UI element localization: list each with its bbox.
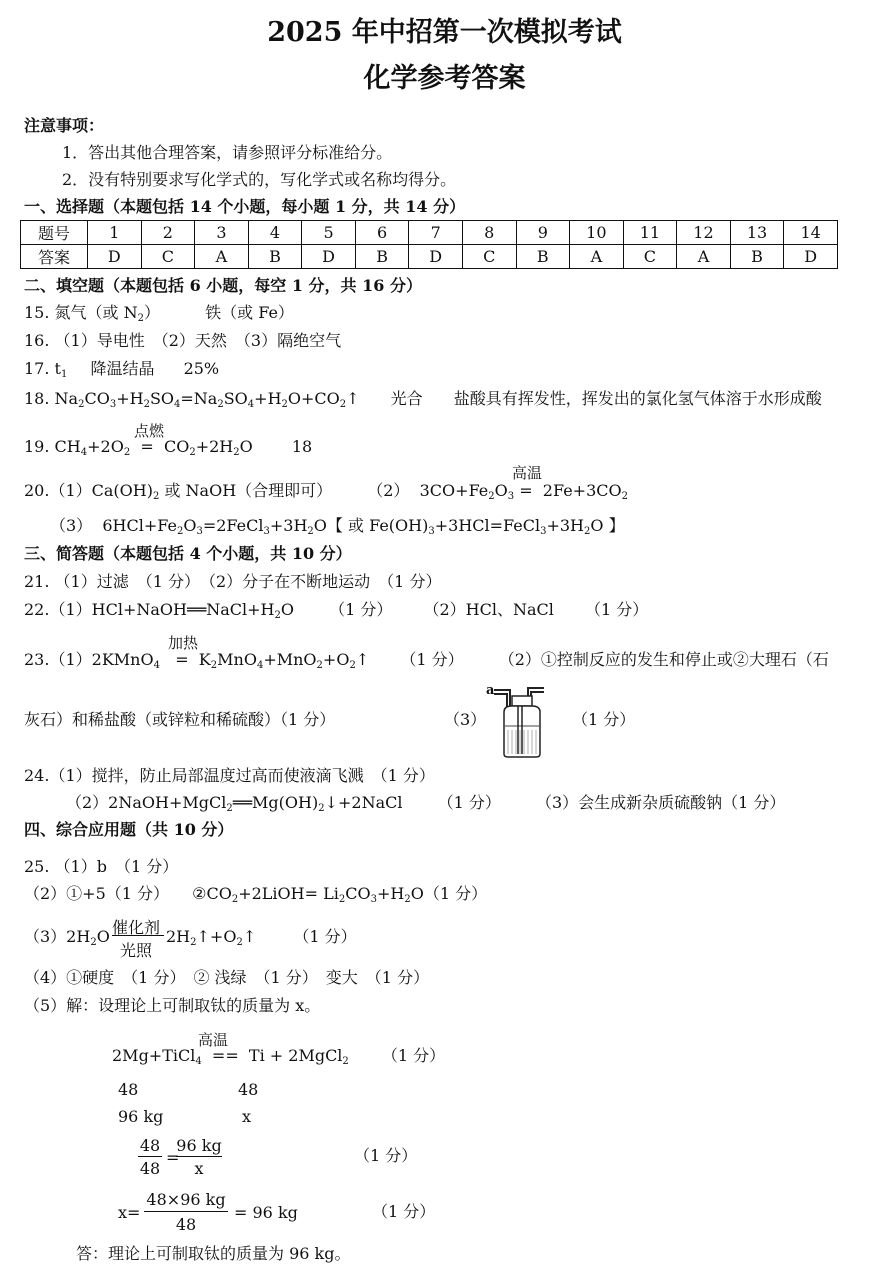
q25-part2: （2）①+5（1 分） $②CO_2+2LiOH= Li_2CO_3+H_2O(1$ 分） — [24, 884, 488, 905]
q22: $22.(1)HCl+NaOH══NaCl+H_2O$ （1 分） （2）HCl、NaCl （1 分） — [24, 600, 649, 621]
q25-part3: $(3)2H_2O$ — [24, 927, 110, 948]
q16 — [24, 331, 341, 351]
reaction-condition: 点燃 — [134, 422, 165, 440]
x-numerator: 48×96 kg — [146, 1190, 226, 1209]
section3-heading: 三、简答题（本题包括 4 个小题，共 10 分） — [24, 544, 352, 563]
table-cell: 14 — [784, 221, 838, 245]
q-number: 25. — [24, 857, 50, 876]
q19: 19. $CH_4+2O_2 = CO_2+2H_2O$ 18 — [24, 437, 313, 458]
table-cell: 11 — [623, 221, 677, 245]
reaction-condition: 高温 — [512, 464, 543, 482]
table-cell: 8 — [462, 221, 516, 245]
calc-value: x — [242, 1107, 252, 1126]
fraction-line — [138, 1156, 162, 1157]
light-condition: 光照 — [120, 941, 153, 960]
answer-text: 18 — [291, 437, 313, 456]
fraction-line — [144, 1211, 228, 1212]
q-number: 22. — [24, 600, 50, 619]
answer-text: 氮气（或 N — [54, 303, 138, 322]
gas-bottle-icon — [490, 682, 554, 758]
reaction-condition: 加热 — [168, 634, 199, 652]
ratio-numerator: 96 kg — [176, 1136, 222, 1155]
q23-score3: （1 分） — [572, 710, 636, 729]
table-cell: C — [623, 245, 677, 269]
calc-equation: 2Mg+TiCl$_4$ == Ti + 2MgCl$_2$ （1 分） — [112, 1046, 446, 1067]
q25-part5: （5）解：设理论上可制取钛的质量为 x。 — [24, 996, 321, 1015]
answer-text: 盐酸具有挥发性，挥发出的氯化氢气体溶于水形成酸 — [453, 389, 822, 408]
table-cell: 13 — [730, 221, 784, 245]
q-number: 15. — [24, 303, 50, 322]
table-cell: 4 — [248, 221, 302, 245]
q-number: 21. — [24, 572, 50, 591]
answer-text: 降温结晶 — [90, 359, 155, 378]
q-number: 17. — [24, 359, 50, 378]
table-cell: A — [677, 245, 731, 269]
section2-heading: 二、填空题（本题包括 6 小题，每空 1 分，共 16 分） — [24, 276, 422, 295]
table-cell: A — [570, 245, 624, 269]
q25-part4: （4）①硬度 （1 分） ② 浅绿 （1 分） 变大 （1 分） — [24, 968, 430, 987]
table-cell: 2 — [141, 221, 195, 245]
q20-part3: （3） $6HCl+Fe_2O_3=2FeCl_3+3H_2O$【 或 $Fe(OH)_3+3HCl=FeCl_3+3H_2O$ 】 — [50, 516, 625, 537]
q-number: 20. — [24, 481, 50, 500]
table-cell: D — [409, 245, 463, 269]
table-cell: 5 — [302, 221, 356, 245]
condition-line — [112, 935, 164, 936]
section4-heading: 四、综合应用题（共 10 分） — [24, 820, 234, 839]
q-number: 18. — [24, 389, 50, 408]
q25: 25. （1）b （1 分） — [24, 857, 179, 876]
table-cell: 9 — [516, 221, 570, 245]
answer-text: （1）过滤 （1 分） （2）分子在不断地运动 （1 分） — [54, 572, 442, 591]
q-number: 19. — [24, 437, 50, 456]
x-label: x= — [118, 1203, 141, 1222]
table-cell: B — [516, 245, 570, 269]
table-cell: C — [141, 245, 195, 269]
calc-value: 96 kg — [118, 1107, 164, 1126]
catalyst-condition: 催化剂 — [112, 918, 161, 937]
table-cell: B — [730, 245, 784, 269]
page-subtitle: 化学参考答案 — [363, 63, 526, 94]
x-denominator: 48 — [175, 1215, 197, 1234]
q21 — [24, 572, 441, 592]
q-number: 23. — [24, 650, 50, 669]
answer-table — [20, 220, 838, 269]
table-cell: C — [462, 245, 516, 269]
ratio-denominator: x — [194, 1159, 204, 1178]
q17: 17. $t_1$ 降温结晶 25% — [24, 359, 220, 380]
table-cell: 6 — [355, 221, 409, 245]
answer-text: 25% — [183, 359, 220, 378]
fraction-line — [176, 1156, 222, 1157]
table-cell: A — [195, 245, 249, 269]
table-row-label: 答案 — [21, 245, 88, 269]
notes-heading: 注意事项： — [24, 116, 105, 135]
table-cell: 12 — [677, 221, 731, 245]
answer-text: 铁（或 Fe） — [205, 303, 294, 322]
table-cell: B — [248, 245, 302, 269]
q25-part3-products: $2H_2↑+O_2↑$ （1 分） — [166, 927, 357, 948]
table-row-label: 题号 — [21, 221, 88, 245]
table-cell: D — [88, 245, 142, 269]
note-item: 1．答出其他合理答案，请参照评分标准给分。 — [62, 143, 393, 162]
x-score: （1 分） — [372, 1202, 436, 1221]
table-cell: B — [355, 245, 409, 269]
table-cell: D — [302, 245, 356, 269]
table-cell: 3 — [195, 221, 249, 245]
q-number: 16. — [24, 331, 50, 350]
answer-text: （1）导电性 （2）天然 （3）隔绝空气 — [54, 331, 342, 350]
q18: 18. $Na_2CO_3+H_2SO_4=Na_2SO_4+H_2O+CO_2↑$ 光合 盐酸具有挥发性，挥发出的氯化氢气体溶于水形成酸 — [24, 389, 822, 410]
ratio-score: （1 分） — [354, 1146, 418, 1165]
table-row — [21, 245, 838, 269]
ratio-numerator: 48 — [139, 1136, 161, 1155]
calc-value: 48 — [238, 1080, 259, 1099]
section1-heading: 一、选择题（本题包括 14 个小题，每小题 1 分，共 14 分） — [24, 197, 466, 216]
q20: $20.(1)Ca(OH)_2$ 或 NaOH（合理即可） （2） $3CO+Fe_2O_3 = 2Fe+3CO_2$ — [24, 481, 628, 502]
bottle-label: a — [486, 683, 495, 698]
q15: 15. 氮气（或 $N_2$） 铁（或 Fe） — [24, 303, 294, 324]
ratio-denominator: 48 — [139, 1159, 161, 1178]
q23: 23.（1）2KMnO$_4$ = $K_2MnO_4+MnO_2+O_2↑$ （1 分） （2）①控制反应的发生和停止或②大理石（石 — [24, 650, 829, 671]
calc-value: 48 — [118, 1080, 139, 1099]
note-item: 2．没有特别要求写化学式的，写化学式或名称均得分。 — [62, 170, 457, 189]
page-title: 2025 年中招第一次模拟考试 — [267, 17, 622, 48]
answer-text: 光合 — [390, 389, 423, 408]
table-cell: 7 — [409, 221, 463, 245]
q23-line2: 灰石）和稀盐酸（或锌粒和稀硫酸）（1 分） — [24, 710, 336, 729]
q23-part3: （3） — [444, 710, 487, 729]
final-answer: 答：理论上可制取钛的质量为 96 kg。 — [76, 1244, 351, 1263]
reaction-condition: 高温 — [198, 1031, 229, 1049]
x-result: = 96 kg — [234, 1203, 298, 1222]
q-number: 24. — [24, 766, 50, 785]
table-cell: 10 — [570, 221, 624, 245]
q24-part2: $(2)2NaOH+MgCl_2══Mg(OH)_2↓+2NaCl$ （1 分） （3）会生成新杂质硫酸钠（1 分） — [66, 793, 786, 814]
table-row — [21, 221, 838, 245]
table-cell: 1 — [88, 221, 142, 245]
q24: 24.（1）搅拌，防止局部温度过高而使液滴飞溅 （1 分） — [24, 766, 435, 785]
table-cell: D — [784, 245, 838, 269]
